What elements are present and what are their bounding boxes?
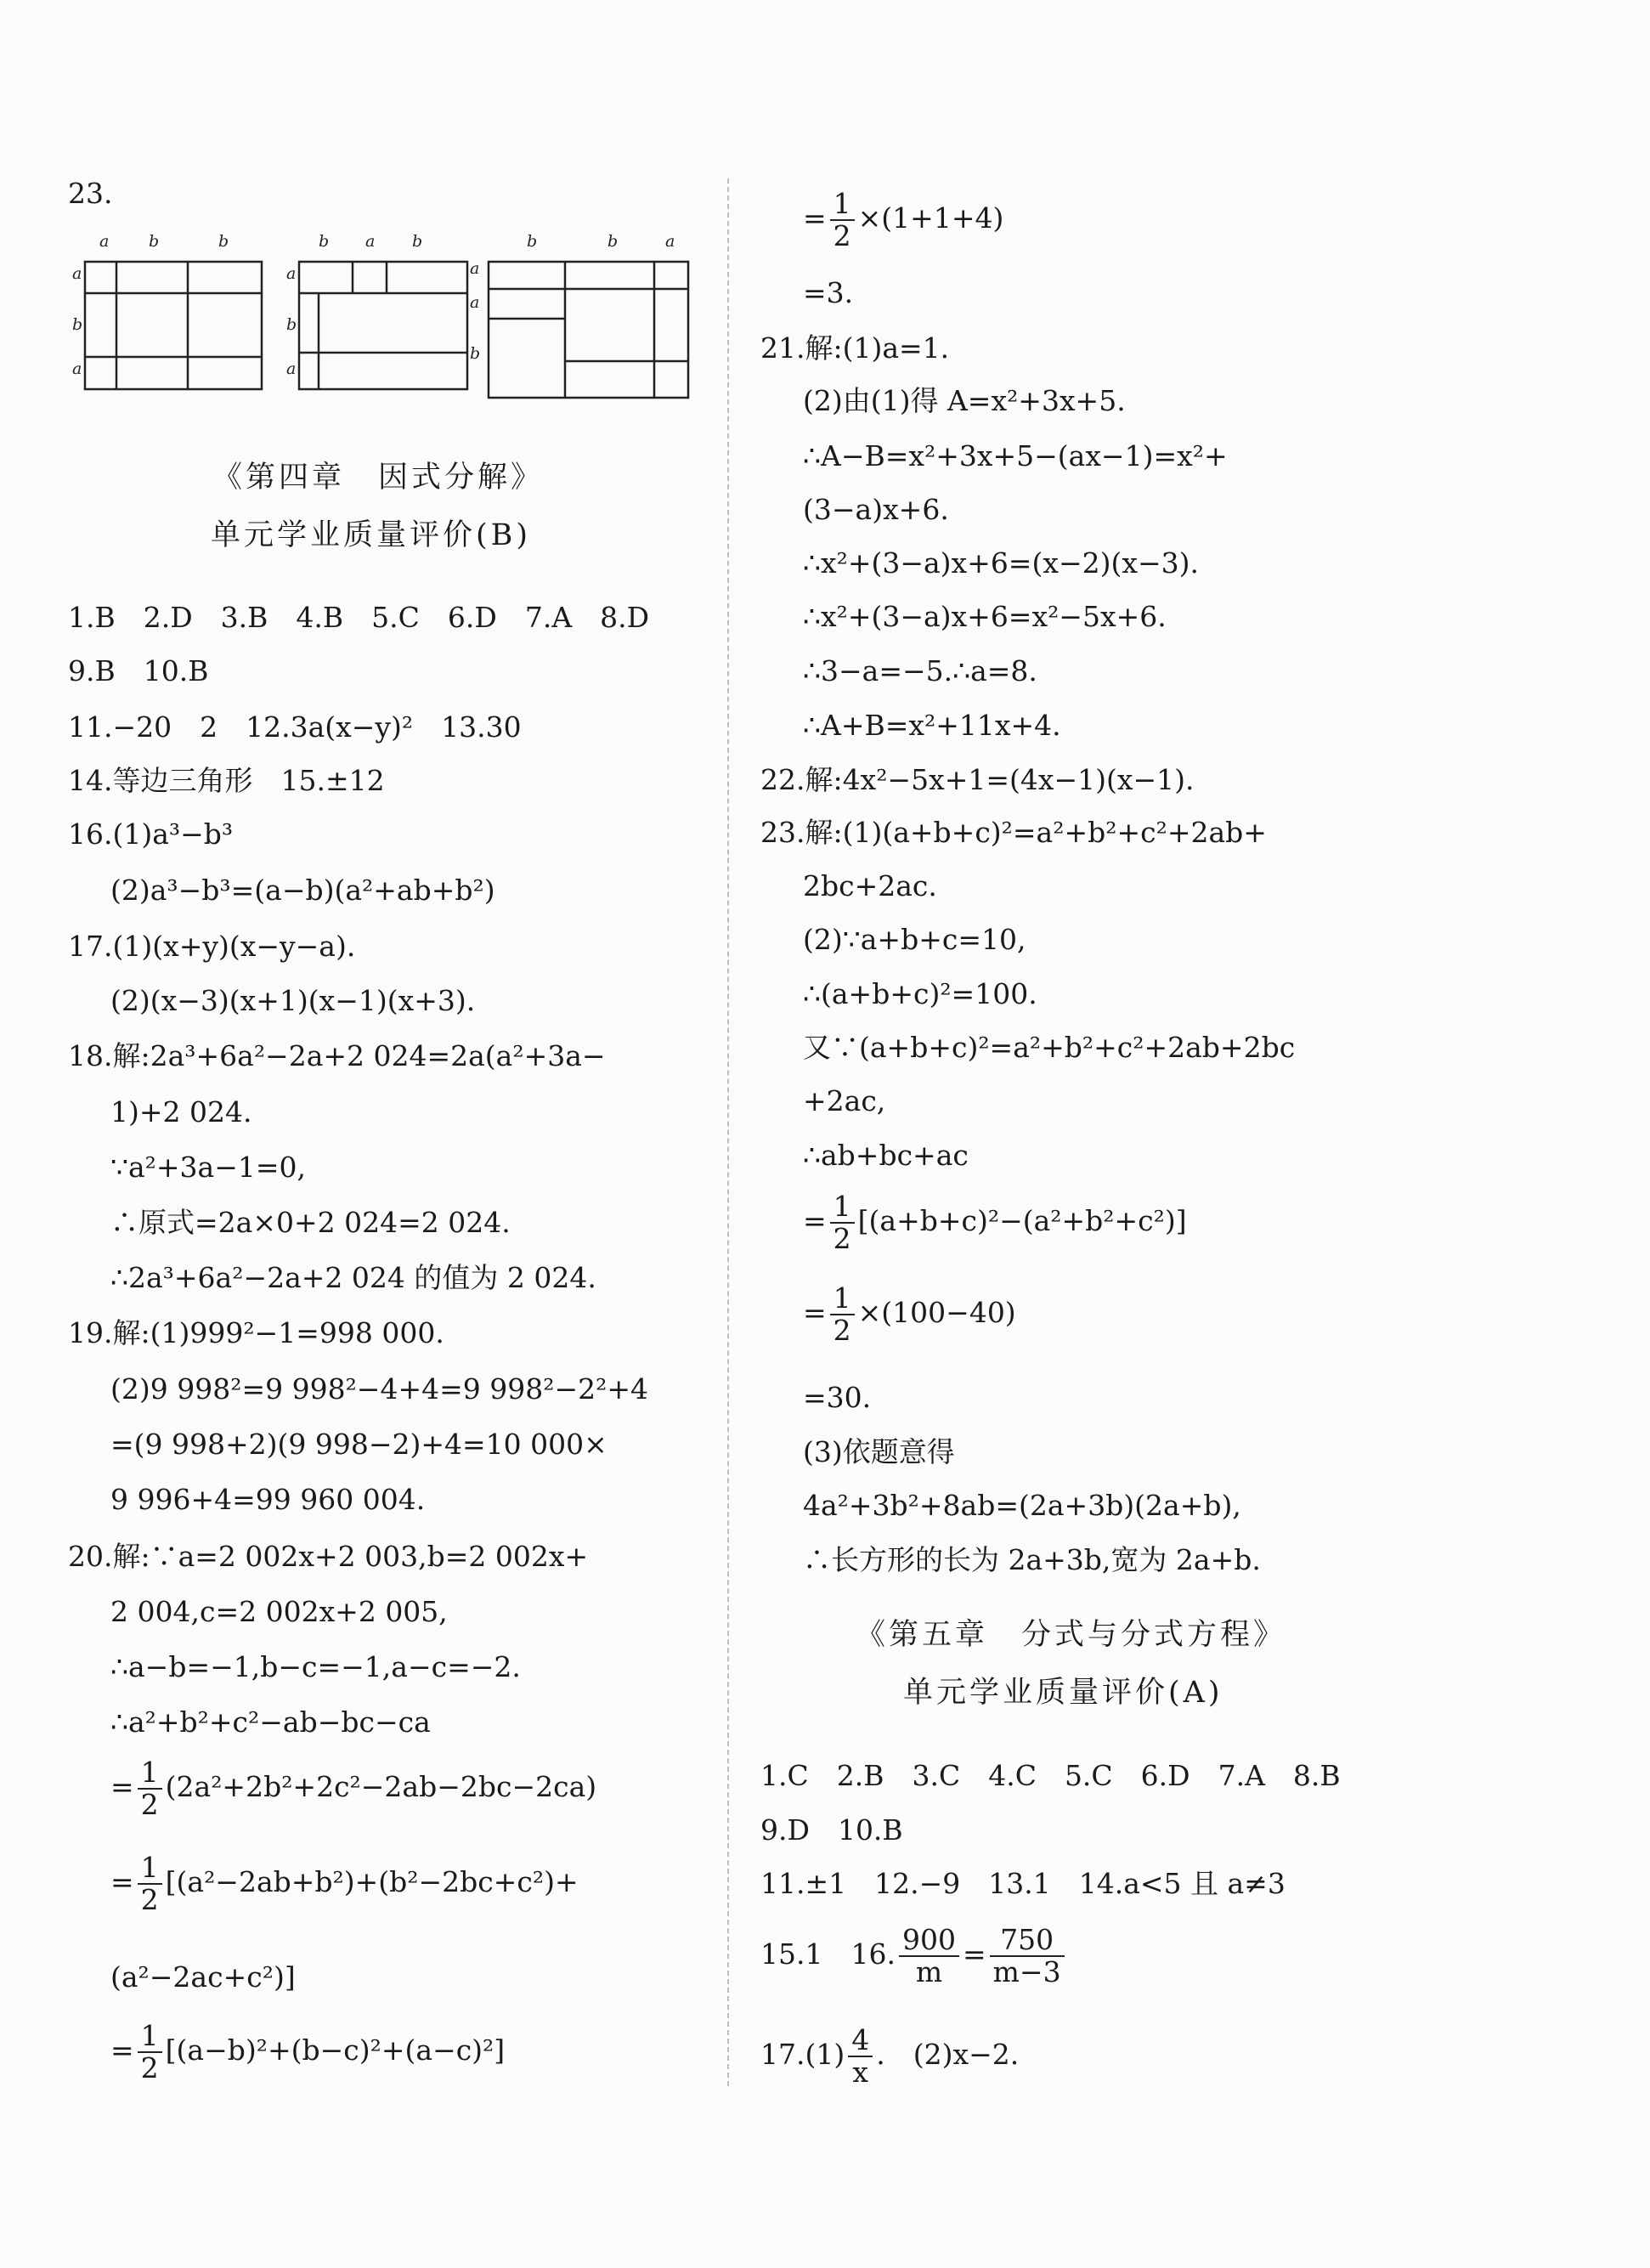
answer-line: =(9 998+2)(9 998−2)+4=10 000× xyxy=(110,1428,607,1461)
fraction: $\frac{1}{2}$ xyxy=(830,1191,855,1254)
answer-line: 9.B 10.B xyxy=(68,654,209,687)
diagram-1 xyxy=(72,232,262,389)
answer-line: +2ac, xyxy=(803,1084,886,1117)
answer-line: 9.D 10.B xyxy=(760,1813,903,1847)
fraction: $\frac{4}{x}$ xyxy=(848,2025,873,2088)
answer-line: (2)∵a+b+c=10, xyxy=(803,923,1026,956)
answer-line: ∴ab+bc+ac xyxy=(803,1139,969,1172)
answer-line: 又∵(a+b+c)²=a²+b²+c²+2ab+2bc xyxy=(803,1031,1296,1064)
answer-line: 21.解:(1)a=1. xyxy=(760,331,950,365)
answer-line: ∴3−a=−5.∴a=8. xyxy=(803,654,1037,687)
d2-side-a2: a xyxy=(286,359,297,378)
fraction-line: 17.(1) $\frac{4}{x}$ . (2)x−2. xyxy=(760,2023,1020,2089)
answer-line: ∴长方形的长为 2a+3b,宽为 2a+b. xyxy=(803,1543,1261,1576)
answer-line: =30. xyxy=(803,1381,872,1414)
d1-top-a: a xyxy=(99,232,110,251)
ch5-subtitle: 单元学业质量评价(A) xyxy=(903,1676,1223,1710)
d2-top-b2: b xyxy=(412,232,423,251)
fraction: $\frac{1}{2}$ xyxy=(830,189,855,252)
fraction-line: = $\frac{1}{2}$ ×(100−40) xyxy=(803,1281,1016,1347)
d3-side-a1: a xyxy=(470,259,480,278)
answer-line: 9 996+4=99 960 004. xyxy=(110,1483,426,1516)
answer-line: (3)依题意得 xyxy=(803,1435,955,1468)
answer-line: 1)+2 024. xyxy=(110,1095,252,1128)
answer-line: ∴2a³+6a²−2a+2 024 的值为 2 024. xyxy=(110,1261,596,1294)
answer-line: 20.解:∵a=2 002x+2 003,b=2 002x+ xyxy=(68,1540,589,1573)
answer-line: ∴A+B=x²+11x+4. xyxy=(803,709,1061,742)
fraction-line: = $\frac{1}{2}$ [(a−b)²+(b−c)²+(a−c)²] xyxy=(110,2019,506,2084)
d3-top-b2: b xyxy=(607,232,619,251)
answer-line: 19.解:(1)999²−1=998 000. xyxy=(68,1316,444,1349)
diagram-3 xyxy=(470,232,688,398)
d2-top-b1: b xyxy=(319,232,330,251)
answer-line: 18.解:2a³+6a²−2a+2 024=2a(a²+3a− xyxy=(68,1039,606,1072)
q23-diagrams xyxy=(64,229,709,399)
answer-line: ∴x²+(3−a)x+6=x²−5x+6. xyxy=(803,600,1167,633)
answer-line: =3. xyxy=(803,276,854,309)
ch5-title: 《第五章 分式与分式方程》 xyxy=(856,1618,1287,1652)
fraction-line: 15.1 16. $\frac{900}{m}$ = $\frac{750}{m-3}$ xyxy=(760,1925,1068,1988)
answer-line: (2)由(1)得 A=x²+3x+5. xyxy=(803,384,1126,417)
answer-line: ∴a−b=−1,b−c=−1,a−c=−2. xyxy=(110,1650,521,1683)
d2-top-a: a xyxy=(365,232,376,251)
d1-side-b: b xyxy=(72,315,83,334)
ch4-title: 《第四章 因式分解》 xyxy=(212,461,545,495)
answer-line: 14.等边三角形 15.±12 xyxy=(68,764,385,797)
d3-side-b: b xyxy=(470,344,481,363)
d2-side-b: b xyxy=(286,315,297,334)
d1-side-a1: a xyxy=(72,264,82,283)
fraction-line: = $\frac{1}{2}$ (2a²+2b²+2c²−2ab−2bc−2ca) xyxy=(110,1756,597,1821)
d3-top-a: a xyxy=(665,232,675,251)
fraction-line: = $\frac{1}{2}$ ×(1+1+4) xyxy=(803,187,1004,252)
answer-line: ∴a²+b²+c²−ab−bc−ca xyxy=(110,1705,431,1739)
fraction: $\frac{1}{2}$ xyxy=(138,1852,162,1915)
answer-line: 2 004,c=2 002x+2 005, xyxy=(110,1595,448,1628)
answer-line: 23.解:(1)(a+b+c)²=a²+b²+c²+2ab+ xyxy=(760,816,1267,849)
answer-line: 1.C 2.B 3.C 4.C 5.C 6.D 7.A 8.B xyxy=(760,1759,1341,1792)
answer-line: 11.−20 2 12.3a(x−y)² 13.30 xyxy=(68,710,522,744)
answer-line: 4a²+3b²+8ab=(2a+3b)(2a+b), xyxy=(803,1489,1241,1522)
answer-line: ∴(a+b+c)²=100. xyxy=(803,977,1037,1010)
answer-line: ∴A−B=x²+3x+5−(ax−1)=x²+ xyxy=(803,439,1228,472)
answer-line: ∴x²+(3−a)x+6=(x−2)(x−3). xyxy=(803,546,1199,580)
d2-side-a1: a xyxy=(286,264,297,283)
answer-line: ∵a²+3a−1=0, xyxy=(110,1151,307,1184)
answer-line: (3−a)x+6. xyxy=(803,493,949,526)
fraction: $\frac{1}{2}$ xyxy=(138,1757,162,1820)
answer-line: (2)a³−b³=(a−b)(a²+ab+b²) xyxy=(110,874,495,907)
answer-line: 22.解:4x²−5x+1=(4x−1)(x−1). xyxy=(760,763,1195,796)
answer-line: 11.±1 12.−9 13.1 14.a<5 且 a≠3 xyxy=(760,1867,1286,1900)
answer-line: (a²−2ac+c²)] xyxy=(110,1960,296,1994)
d1-side-a2: a xyxy=(72,359,82,378)
answer-line: 2bc+2ac. xyxy=(803,869,937,902)
d3-top-b1: b xyxy=(527,232,538,251)
answer-line: 1.B 2.D 3.B 4.B 5.C 6.D 7.A 8.D xyxy=(68,601,650,634)
d1-top-b2: b xyxy=(218,232,229,251)
d3-side-a2: a xyxy=(470,293,480,312)
fraction-line: = $\frac{1}{2}$ [(a+b+c)²−(a²+b²+c²)] xyxy=(803,1190,1187,1255)
fraction-line: = $\frac{1}{2}$ [(a²−2ab+b²)+(b²−2bc+c²)+ xyxy=(110,1851,579,1916)
fraction: $\frac{900}{m}$ xyxy=(899,1925,959,1988)
d1-top-b1: b xyxy=(149,232,160,251)
answer-line: (2)(x−3)(x+1)(x−1)(x+3). xyxy=(110,984,476,1017)
diagram-2 xyxy=(286,232,467,389)
fraction: $\frac{1}{2}$ xyxy=(138,2021,162,2084)
column-divider xyxy=(727,178,729,2086)
answer-line: (2)9 998²=9 998²−4+4=9 998²−2²+4 xyxy=(110,1372,648,1405)
fraction: $\frac{1}{2}$ xyxy=(830,1283,855,1346)
answer-line: 16.(1)a³−b³ xyxy=(68,817,234,851)
answer-line: ∴原式=2a×0+2 024=2 024. xyxy=(110,1206,511,1239)
answer-line: 17.(1)(x+y)(x−y−a). xyxy=(68,930,356,963)
q23-label: 23. xyxy=(68,177,113,210)
fraction: $\frac{750}{m-3}$ xyxy=(990,1925,1065,1988)
ch4-subtitle: 单元学业质量评价(B) xyxy=(211,518,532,552)
